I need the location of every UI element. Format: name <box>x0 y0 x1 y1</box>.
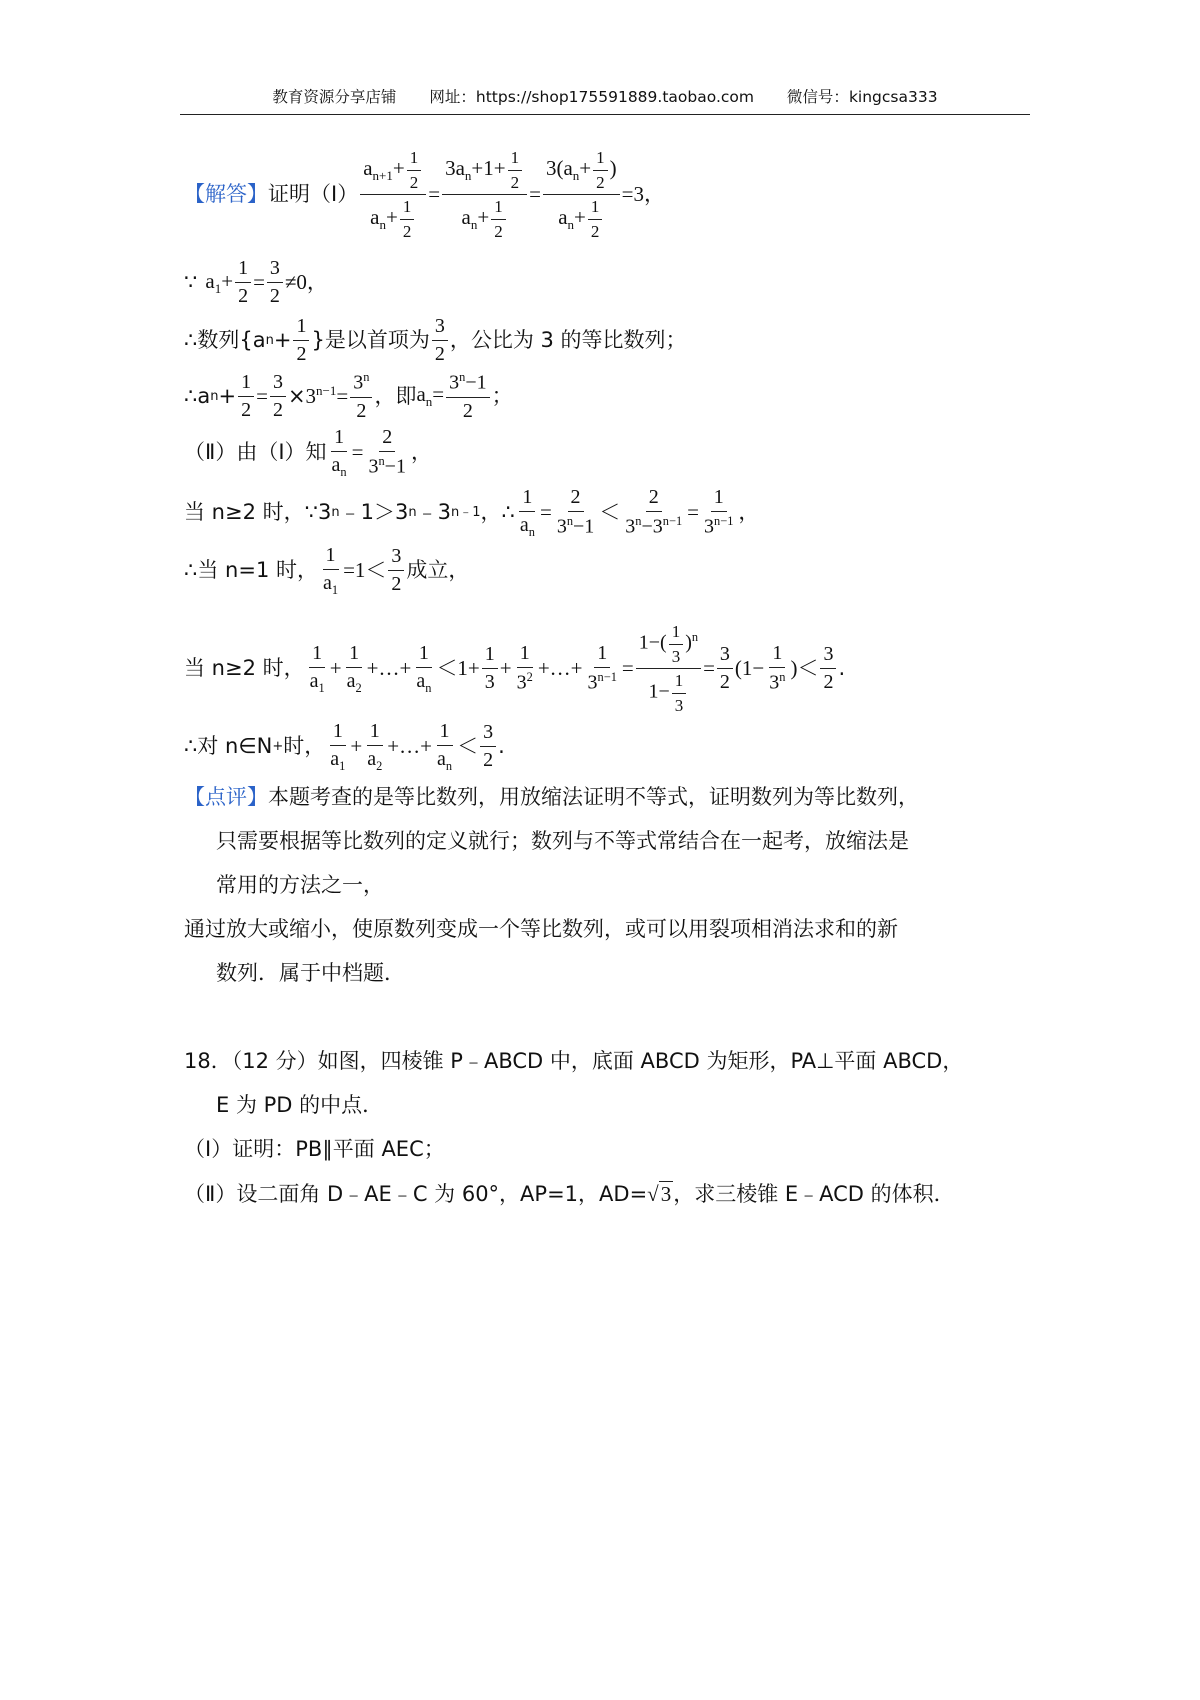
problem-18-part-2: （Ⅱ）设二面角 D﹣AE﹣C 为 60°，AP=1，AD= √ 3 ，求三棱锥 E﹣ACD 的体积． <box>184 1181 955 1206</box>
solution-line-8: 当 n≥2 时， $\frac{1}{a_1}$ + $\frac{1}{a_2}$ +…+ $\frac{1}{a_n}$ ＜1+ $\frac{1}{3}$ + $\frac{1}{3^2}$ +…+ $\frac{1}{3^{n-1}}$ = 1−( $\frac{1}{3}$ )$^n$ 1− $\frac{1}{3}$ = $\frac{3}{2}$ (1− $\frac{1}{3^n}$ ) ＜ $\frac{3}{2}$ . <box>184 622 846 715</box>
fraction-left: $a_{n+1}+$ $\frac{1}{2}$ $a_n+$ $\frac{1}{2}$ <box>360 148 426 241</box>
comment-line-4: 通过放大或缩小，使原数列变成一个等比数列，或可以用裂项相消法求和的新 <box>184 917 898 941</box>
solution-line-6: 当 n≥2 时，∵3 n ﹣1＞3 n ﹣3 n﹣1 ，∴ $\frac{1}{a_n}$ = $\frac{2}{3^n-1}$ ＜ $\frac{2}{3^n-3^{n-1}}$ = $\frac{1}{3^{n-1}}$ ， <box>184 486 760 539</box>
solution-line-9: ∴对 n∈N + 时， $\frac{1}{a_1}$ + $\frac{1}{a_2}$ +…+ $\frac{1}{a_n}$ ＜ $\frac{3}{2}$ . <box>184 720 505 773</box>
sqrt-3: √ 3 <box>647 1182 672 1206</box>
problem-18-part-1: （Ⅰ）证明：PB∥平面 AEC； <box>184 1137 445 1161</box>
solution-line-1: 【解答】 证明（Ⅰ） $a_{n+1}+$ $\frac{1}{2}$ $a_n+$ $\frac{1}{2}$ = $3a_n+1+$ $\frac{1}{2}$ $a_n+$ $\frac{1}{2}$ = $3(a_n+$ $\frac{1}{2}$ ) $a_n+$ $\frac{1}{2}$ =3， <box>184 148 665 241</box>
comment-tag: 【点评】 <box>184 785 268 809</box>
result-3: =3， <box>621 182 665 206</box>
proof-label: 证明（Ⅰ） <box>268 182 359 206</box>
fraction-middle: $3a_n+1+$ $\frac{1}{2}$ $a_n+$ $\frac{1}{2}$ <box>442 148 527 241</box>
shop-name: 教育资源分享店铺 <box>272 88 397 106</box>
solution-tag: 【解答】 <box>184 182 268 206</box>
comment-line-3: 常用的方法之一， <box>216 873 384 897</box>
page-header <box>180 86 1030 115</box>
comment-line-1: 【点评】 本题考查的是等比数列，用放缩法证明不等式，证明数列为等比数列， <box>184 785 919 809</box>
problem-18-line-2: E 为 PD 的中点． <box>216 1093 384 1117</box>
solution-line-3: ∴数列{a n + $\frac{1}{2}$ }是以首项为 $\frac{3}{2}$ ，公比为 3 的等比数列； <box>184 315 687 365</box>
comment-line-5: 数列．属于中档题． <box>216 961 405 985</box>
solution-line-7: ∴当 n=1 时， $\frac{1}{a_1}$ =1＜ $\frac{3}{2}$ 成立， <box>184 544 470 597</box>
solution-line-5: （Ⅱ）由（Ⅰ）知 $\frac{1}{a_n}$ = $\frac{2}{3^n-1}$ ， <box>184 426 432 479</box>
comment-line-2: 只需要根据等比数列的定义就行；数列与不等式常结合在一起考，放缩法是 <box>216 829 909 853</box>
solution-line-2: ∵ $a_1+$ $\frac{1}{2}$ = $\frac{3}{2}$ ≠0， <box>184 257 328 307</box>
solution-line-4: ∴a n + $\frac{1}{2}$ = $\frac{3}{2}$ × $3^{n-1}$ = $\frac{3^n}{2}$ ，即 $a_n=$ $\frac{3^n-1}{2}$ ； <box>184 370 513 422</box>
site-info: 网址：https://shop175591889.taobao.com <box>429 88 754 106</box>
wechat-info: 微信号：kingcsa333 <box>786 88 938 106</box>
problem-18-line-1: 18．（12 分）如图，四棱锥 P﹣ABCD 中，底面 ABCD 为矩形，PA⊥平面 ABCD， <box>184 1049 964 1073</box>
fraction-right: $3(a_n+$ $\frac{1}{2}$ ) $a_n+$ $\frac{1}{2}$ <box>543 148 620 241</box>
